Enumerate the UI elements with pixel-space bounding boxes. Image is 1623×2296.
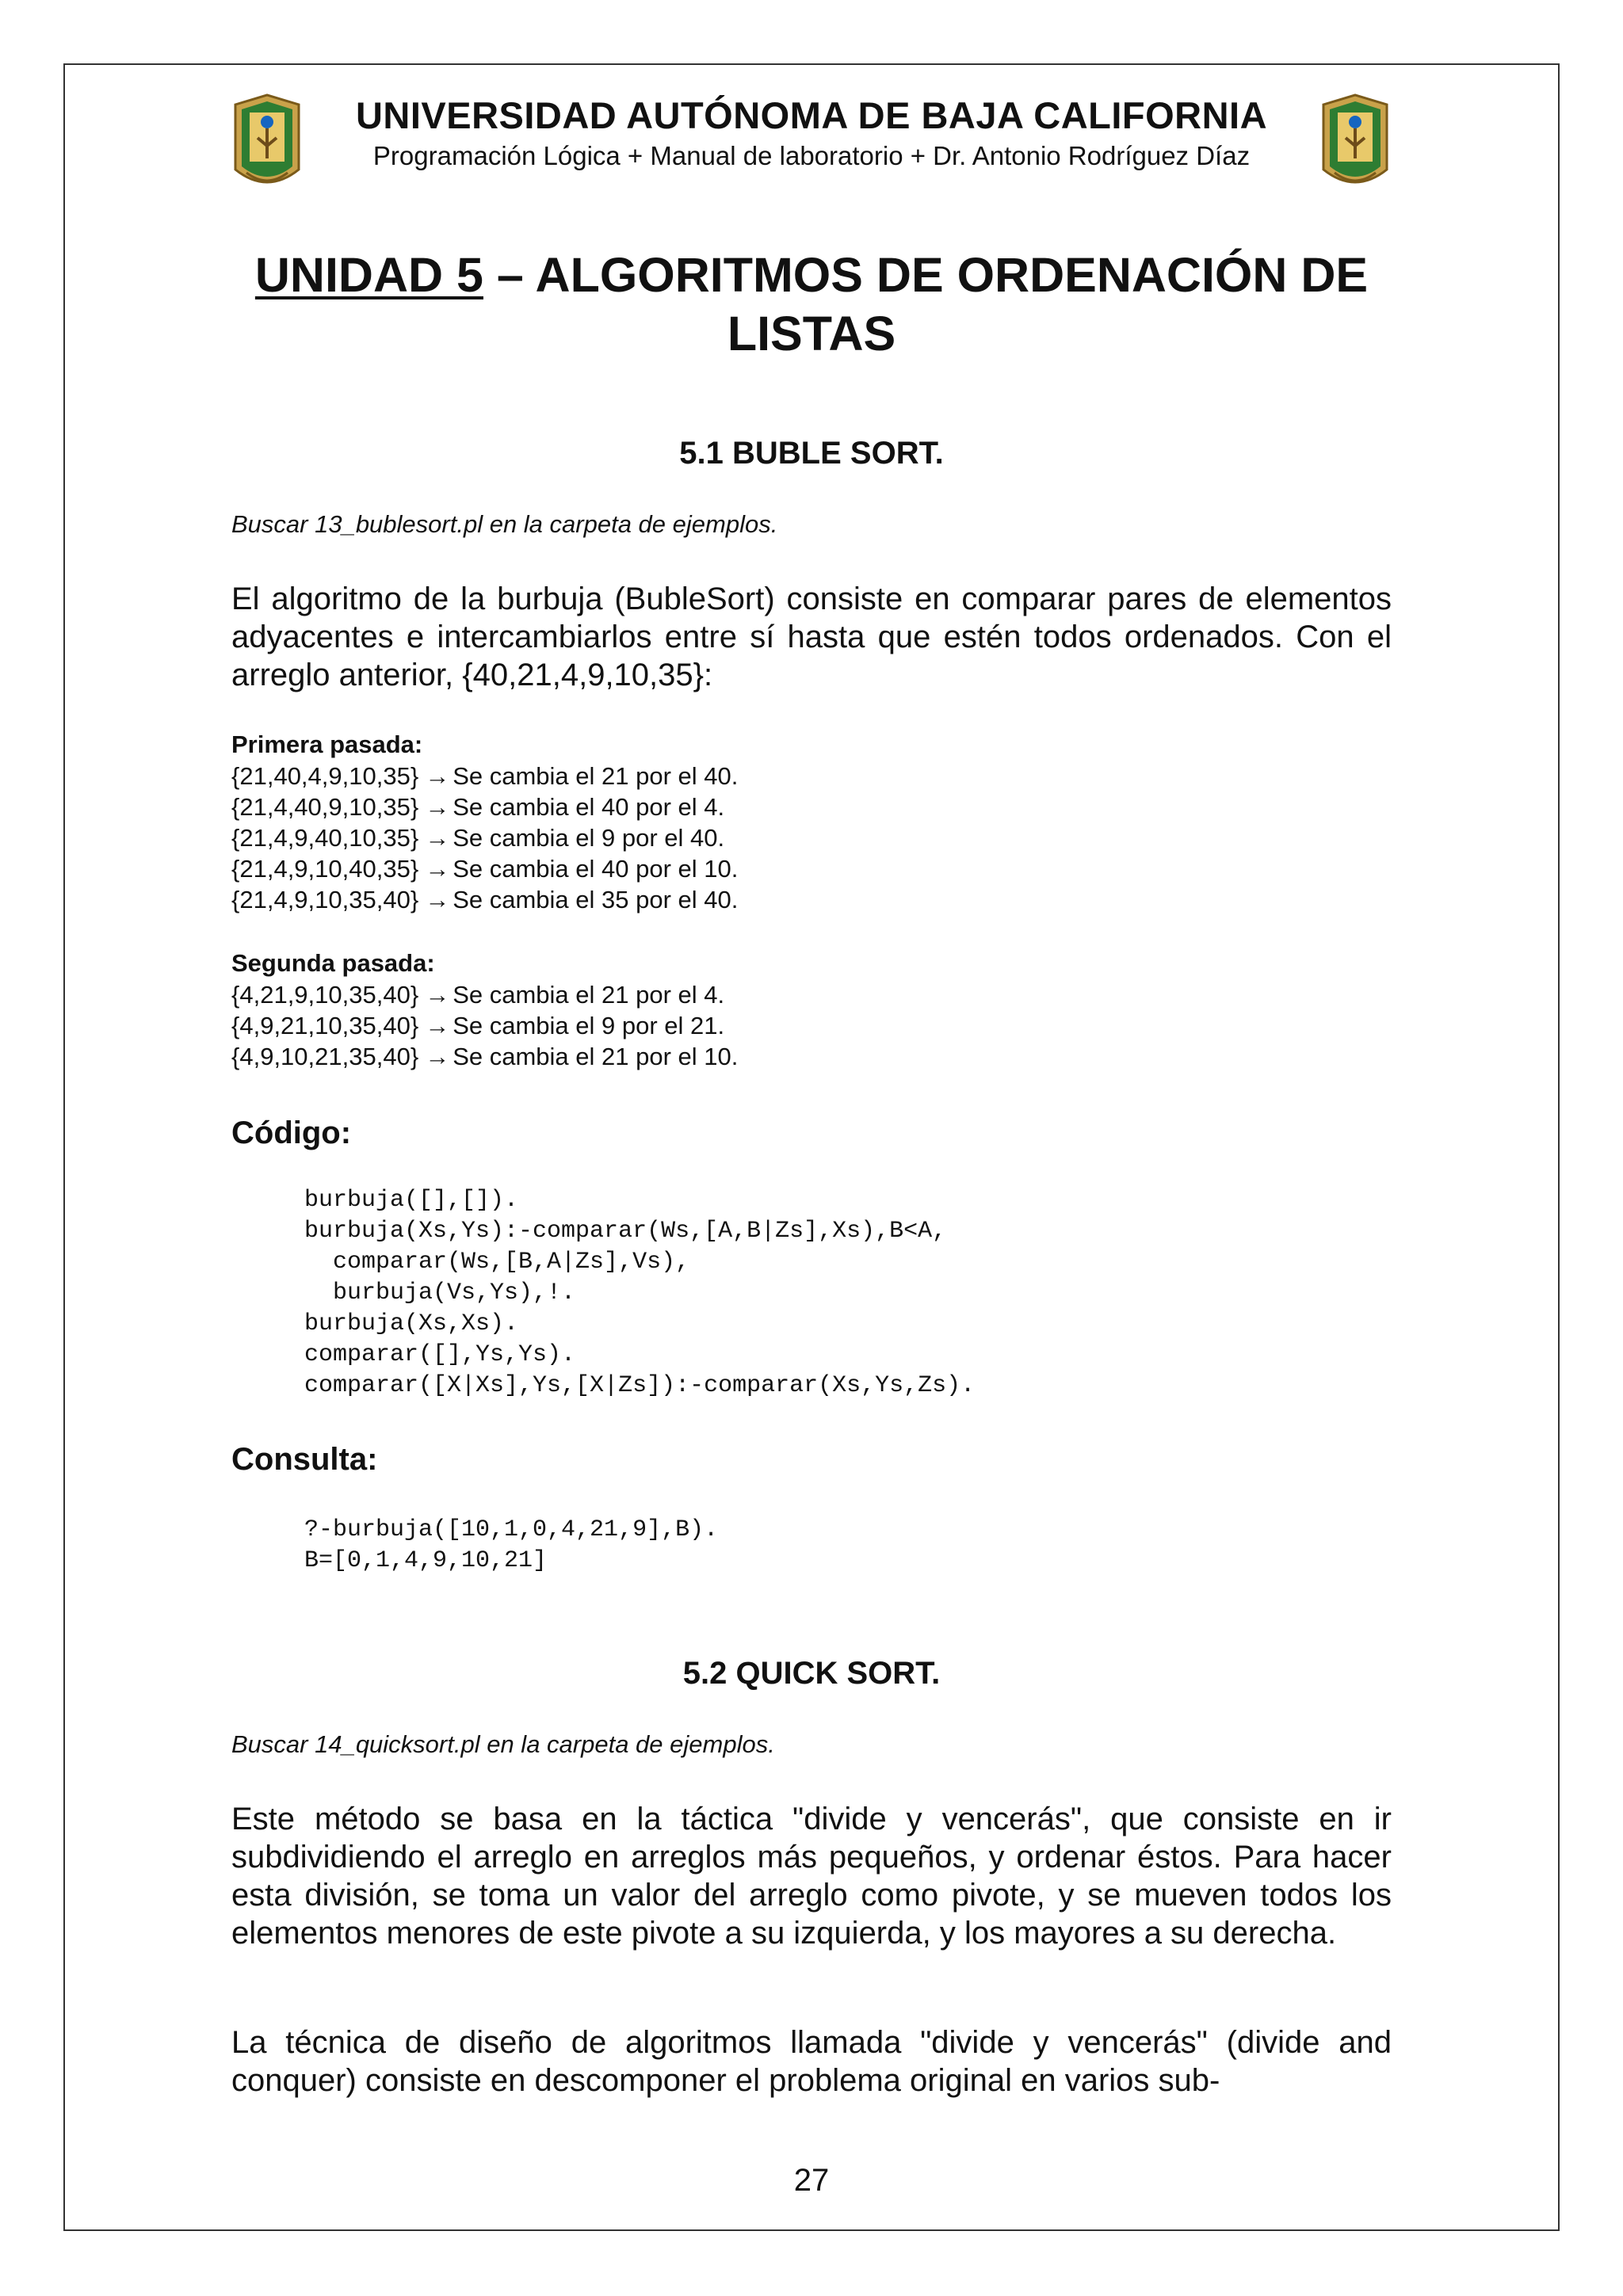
arrow-right-icon: → xyxy=(425,1043,450,1070)
code-label: Código: xyxy=(231,1116,352,1150)
query-block xyxy=(231,1515,1392,1577)
example-file-note-quicksort: Buscar 14_quicksort.pl en la carpeta de ejemplos. xyxy=(231,1730,775,1758)
unit-title xyxy=(231,246,1392,363)
page-number: 27 xyxy=(793,2163,830,2198)
step-description: Se cambia el 35 por el 40. xyxy=(453,886,739,913)
pass-step xyxy=(231,822,1392,853)
step-list: {21,40,4,9,10,35} xyxy=(231,762,419,790)
pass-step xyxy=(231,1041,1392,1072)
query-label: Consulta: xyxy=(231,1442,378,1477)
pass-step xyxy=(231,761,1392,791)
first-pass-steps xyxy=(231,761,1392,915)
step-description: Se cambia el 9 por el 40. xyxy=(453,824,725,852)
code-line: comparar([],Ys,Ys). xyxy=(304,1341,576,1368)
university-name: UNIVERSIDAD AUTÓNOMA DE BAJA CALIFORNIA xyxy=(355,94,1268,136)
step-description: Se cambia el 40 por el 4. xyxy=(453,793,725,821)
step-list: {21,4,9,40,10,35} xyxy=(231,824,419,852)
first-pass-label: Primera pasada: xyxy=(231,730,423,758)
section-heading-bubble-sort: 5.1 BUBLE SORT. xyxy=(679,436,944,471)
step-list: {4,9,10,21,35,40} xyxy=(231,1043,419,1070)
second-pass-steps xyxy=(231,979,1392,1072)
arrow-right-icon: → xyxy=(425,855,450,883)
step-list: {4,21,9,10,35,40} xyxy=(231,981,419,1009)
step-description: Se cambia el 9 por el 21. xyxy=(453,1012,725,1039)
arrow-right-icon: → xyxy=(425,1012,450,1039)
second-pass-block xyxy=(231,948,1392,1072)
pass-step xyxy=(231,979,1392,1010)
step-list: {21,4,9,10,35,40} xyxy=(231,886,419,913)
query-line: B=[0,1,4,9,10,21] xyxy=(304,1547,548,1574)
divide-and-conquer-paragraph: La técnica de diseño de algoritmos llamada "divide y vencerás" (divide and conquer) consiste en descomponer el problema original en varios sub- xyxy=(231,2025,1392,2098)
section-heading-quick-sort: 5.2 QUICK SORT. xyxy=(682,1656,941,1691)
step-list: {21,4,9,10,40,35} xyxy=(231,855,419,883)
step-list: {4,9,21,10,35,40} xyxy=(231,1012,419,1039)
example-file-note: Buscar 13_bublesort.pl en la carpeta de ejemplos. xyxy=(231,510,778,538)
pass-step xyxy=(231,1010,1392,1041)
code-line: burbuja([],[]). xyxy=(304,1187,519,1214)
code-line: burbuja(Xs,Ys):-comparar(Ws,[A,B|Zs],Xs),B<A, xyxy=(304,1218,947,1245)
code-line: burbuja(Vs,Ys),!. xyxy=(304,1280,576,1306)
code-line: comparar([X|Xs],Ys,[X|Zs]):-comparar(Xs,Ys,Zs). xyxy=(304,1372,976,1399)
second-pass-label: Segunda pasada: xyxy=(231,949,435,977)
query-line: ?-burbuja([10,1,0,4,21,9],B). xyxy=(304,1516,719,1543)
step-description: Se cambia el 21 por el 10. xyxy=(453,1043,739,1070)
university-crest-left xyxy=(231,93,304,196)
code-line: comparar(Ws,[B,A|Zs],Vs), xyxy=(304,1249,690,1276)
arrow-right-icon: → xyxy=(425,793,450,821)
arrow-right-icon: → xyxy=(425,981,450,1009)
step-description: Se cambia el 21 por el 40. xyxy=(453,762,739,790)
university-crest-right xyxy=(1319,93,1392,196)
course-subtitle: Programación Lógica + Manual de laboratorio + Dr. Antonio Rodríguez Díaz xyxy=(372,141,1251,170)
arrow-right-icon: → xyxy=(425,886,450,913)
first-pass-block xyxy=(231,729,1392,915)
code-block xyxy=(231,1185,1392,1402)
pass-step xyxy=(231,853,1392,884)
pass-step xyxy=(231,884,1392,915)
arrow-right-icon: → xyxy=(425,762,450,790)
unit-number: UNIDAD 5 xyxy=(254,248,483,302)
quick-sort-description: Este método se basa en la táctica "divide y vencerás", que consiste en ir subdividiendo el arreglo en arreglos más pequeños, y ordenar éstos. Para hacer esta división, se toma un valor del arreglo como pivote, y se mueven todos los elementos menores de este pivote a su izquierda, y los mayores a su derecha. xyxy=(231,1802,1392,1951)
step-description: Se cambia el 40 por el 10. xyxy=(453,855,739,883)
bubble-sort-description: El algoritmo de la burbuja (BubleSort) consiste en comparar pares de elementos adyacentes e intercambiarlos entre sí hasta que estén todos ordenados. Con el arreglo anterior, {40,21,4,9,10,35}: xyxy=(231,582,1392,692)
step-list: {21,4,40,9,10,35} xyxy=(231,793,419,821)
unit-title-text: – ALGORITMOS DE ORDENACIÓN DE LISTAS xyxy=(483,248,1369,360)
code-line: burbuja(Xs,Xs). xyxy=(304,1310,519,1337)
step-description: Se cambia el 21 por el 4. xyxy=(453,981,725,1009)
arrow-right-icon: → xyxy=(425,824,450,852)
pass-step xyxy=(231,791,1392,822)
